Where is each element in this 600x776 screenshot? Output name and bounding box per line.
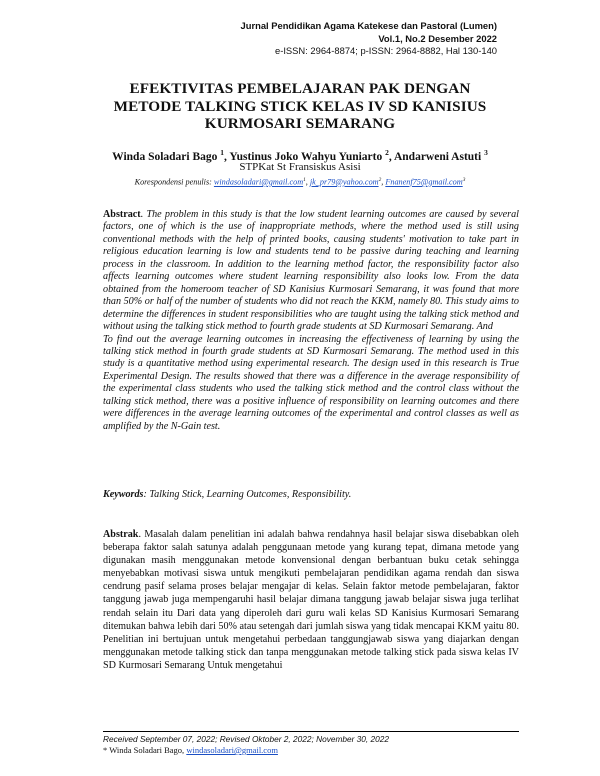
keywords bbox=[103, 489, 519, 502]
journal-volume: Vol.1, No.2 Desember 2022 bbox=[378, 32, 497, 44]
correspondence-line bbox=[60, 174, 540, 189]
abstract-paragraph-2: To find out the average learning outcomes in increasing the effectiveness of learning by using the talking stick method in fourth grade students at SD Kurmosari Semarang. The method used in this study is a quantitative method using experimental research. The design used in this research is True Experimental Design. The results showed that there was a difference in the average responsibility of the experimental class students who used the talking stick method and the control class without the talking stick method, there was a positive influence of responsibility on learning outcomes and there were differences in the average learning outcomes of the experimental and control classes as well as amplified by the N-Gain test. bbox=[103, 333, 519, 432]
journal-issn: e-ISSN: 2964-8874; p-ISSN: 2964-8882, Hal 130-140 bbox=[274, 45, 497, 56]
received-dates: Received September 07, 2022; Revised Oktober 2, 2022; November 30, 2022 bbox=[103, 734, 389, 744]
abstract-label: Abstract bbox=[103, 209, 141, 220]
abstrak-label: Abstrak bbox=[103, 529, 139, 540]
author-mark: 3 bbox=[484, 148, 488, 157]
english-abstract bbox=[103, 209, 519, 433]
title-line-2: METODE TALKING STICK KELAS IV SD KANISIUS bbox=[113, 97, 487, 115]
affiliation: STPKat St Fransiskus Asisi bbox=[239, 161, 361, 173]
email-link[interactable]: jk_pr79@yahoo.com bbox=[309, 177, 379, 187]
author-separator: , bbox=[224, 150, 230, 163]
abstract-paragraph-1 bbox=[103, 209, 519, 334]
author-name: Yustinus Joko Wahyu Yuniarto bbox=[229, 150, 386, 163]
author-separator: , bbox=[388, 150, 394, 163]
footnote-author: * Winda Soladari Bago, bbox=[103, 745, 187, 755]
email-link[interactable]: windasoladari@gmail.com bbox=[213, 177, 304, 187]
keywords-text: : Talking Stick, Learning Outcomes, Responsibility. bbox=[143, 489, 352, 500]
abstract-text-1: . The problem in this study is that the low student learning outcomes are caused by several factors, one of which is the use of inappropriate methods, where the method used is still using conventional methods with the help of printed books, causing students' motivation to take part in religious education learning is low and students tend to be passive during teaching and learning process in the classroom. In addition to the learning method factor, the responsibility factor also affects learning outcomes where student learning responsibility also looks low. From the data obtained from the homeroom teacher of SD Kanisius Kurmosari Semarang, it was found that more than 50% or half of the number of students who did not reach the KKM, namely 80. This study aims to determine the differences in student responsibilities who are taught using the talking stick method and without using the talking stick method to fourth grade students at SD Kurmosari Semarang. And bbox=[103, 209, 519, 333]
email-mark: 2 bbox=[378, 177, 382, 183]
title-line-3: KURMOSARI SEMARANG bbox=[204, 115, 396, 132]
title-line-1: EFEKTIVITAS PEMBELAJARAN PAK DENGAN bbox=[129, 80, 471, 97]
correspondence-label: Korespondensi penulis: bbox=[134, 177, 214, 187]
email-mark: 1 bbox=[303, 177, 306, 183]
author-mark: 1 bbox=[220, 148, 225, 157]
footnote-divider bbox=[103, 731, 519, 732]
email-separator: , bbox=[381, 177, 386, 187]
abstrak-paragraph bbox=[103, 528, 519, 672]
author-footnote bbox=[103, 745, 519, 756]
indonesian-abstract bbox=[103, 528, 519, 672]
email-mark: 3 bbox=[462, 177, 466, 183]
email-separator: , bbox=[305, 177, 310, 187]
keywords-label: Keywords bbox=[103, 489, 144, 500]
footnote-email-link[interactable]: windasoladari@gmail.com bbox=[186, 745, 278, 755]
journal-name: Jurnal Pendidikan Agama Katekese dan Pastoral (Lumen) bbox=[240, 20, 497, 31]
abstrak-text: . Masalah dalam penelitian ini adalah bahwa rendahnya hasil belajar siswa disebabkan oleh beberapa faktor salah satunya adalah penggunaan metode yang kurang tepat, dimana metode yang digunakan masih menggunakan metode konvensional dengan berbantuan buku cetak sehingga menyebabkan motivasi siswa untuk mengikuti pembelajaran pendidikan agama rendah dan siswa cendrung pasif selama proses belajar mengajar di kelas. Selain faktor metode pembelajaran, faktor tanggung jawab juga mempengaruhi hasil belajar dimana tanggung jawab belajar siswa juga terlihat rendah selain itu Dari data yang diperoleh dari guru wali kelas SD Kanisius Kurmosari Semarang ditemukan bahwa lebih dari 50% atau setengah dari jumlah siswa yang tidak mencapai KKM yaitu 80. Penelitian ini bertujuan untuk mengetahui perbedaan tanggungjawab siswa yang diajarkan dengan menggunakan metode talking stick dan tanpa menggunakan metode talking stick pada siswa kelas IV SD Kurmosari Semarang Untuk mengetahui bbox=[103, 529, 519, 671]
author-name: Winda Soladari Bago bbox=[112, 150, 221, 163]
email-link[interactable]: Fnanenf75@gmail.com bbox=[385, 177, 463, 187]
author-mark: 2 bbox=[385, 148, 389, 157]
paper-title bbox=[80, 80, 520, 133]
journal-header bbox=[241, 20, 498, 58]
footnote bbox=[103, 734, 519, 756]
author-name: Andarweni Astuti bbox=[393, 150, 485, 163]
